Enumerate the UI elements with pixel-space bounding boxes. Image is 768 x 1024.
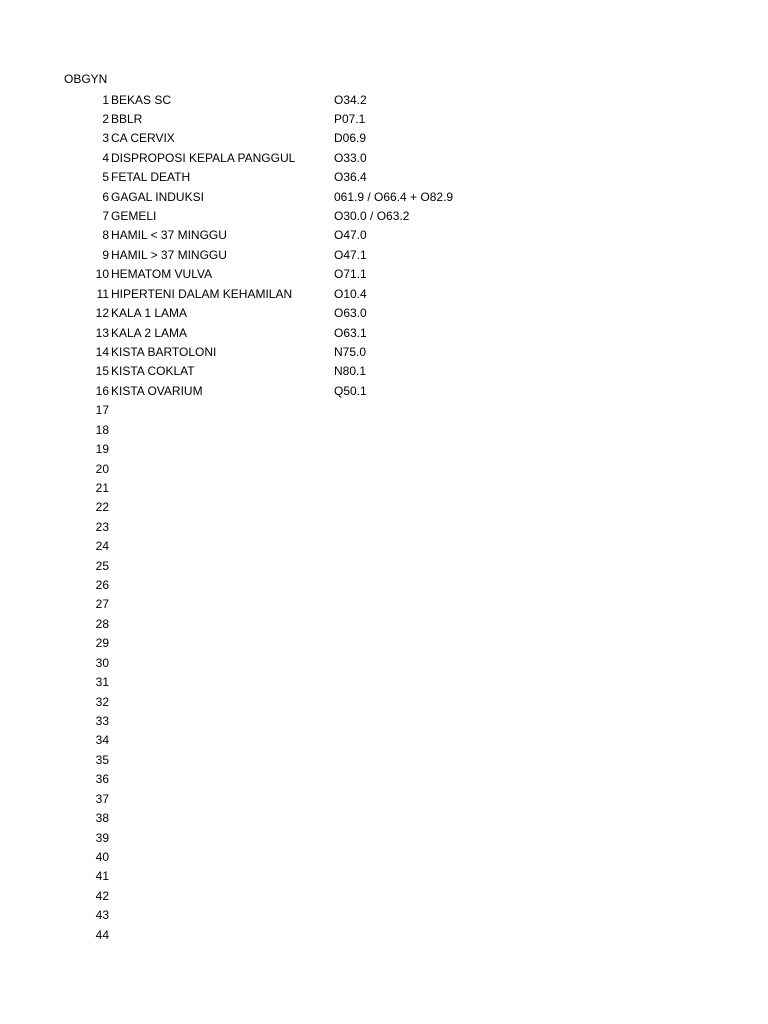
table-row [0, 693, 768, 712]
table-row [0, 421, 768, 440]
diagnosis-name: KALA 1 LAMA [111, 306, 188, 321]
row-number: 12 [95, 306, 109, 321]
row-number: 42 [95, 888, 109, 903]
table-row [0, 673, 768, 692]
row-number: 41 [95, 869, 109, 884]
table-row [0, 324, 768, 343]
row-number: 9 [102, 247, 109, 262]
table-row [0, 460, 768, 479]
table-row [0, 848, 768, 867]
row-number: 15 [95, 364, 109, 379]
table-row [0, 809, 768, 828]
row-number: 1 [102, 92, 109, 107]
icd-code: O33.0 [334, 150, 367, 165]
table-row [0, 343, 768, 362]
row-number: 17 [95, 403, 109, 418]
row-number: 10 [95, 267, 109, 282]
row-number: 29 [95, 636, 109, 651]
row-number: 5 [102, 170, 109, 185]
table-row [0, 149, 768, 168]
row-number: 44 [95, 927, 109, 942]
diagnosis-name: KISTA BARTOLONI [111, 344, 217, 359]
icd-code: O47.1 [334, 247, 367, 262]
icd-code: D06.9 [334, 131, 367, 146]
row-number: 27 [95, 597, 109, 612]
row-number: 8 [102, 228, 109, 243]
row-number: 6 [102, 189, 109, 204]
table-row [0, 285, 768, 304]
table-row [0, 518, 768, 537]
table-row [0, 887, 768, 906]
row-number: 20 [95, 461, 109, 476]
table-row [0, 498, 768, 517]
row-number: 31 [95, 675, 109, 690]
row-number: 16 [95, 383, 109, 398]
row-number: 40 [95, 849, 109, 864]
row-number: 26 [95, 578, 109, 593]
icd-code: O34.2 [334, 92, 367, 107]
table-row [0, 557, 768, 576]
table-row [0, 751, 768, 770]
icd-code: Q50.1 [334, 383, 367, 398]
row-number: 4 [102, 150, 109, 165]
diagnosis-name: HEMATOM VULVA [111, 267, 213, 282]
row-number: 2 [102, 111, 109, 126]
table-row [0, 304, 768, 323]
diagnosis-code-list [0, 91, 768, 946]
row-number: 38 [95, 811, 109, 826]
table-row [0, 479, 768, 498]
row-number: 23 [95, 519, 109, 534]
diagnosis-name: DISPROPOSI KEPALA PANGGUL [111, 150, 296, 165]
diagnosis-name: KISTA OVARIUM [111, 383, 203, 398]
icd-code: O71.1 [334, 267, 367, 282]
row-number: 34 [95, 733, 109, 748]
row-number: 14 [95, 344, 109, 359]
row-number: 32 [95, 694, 109, 709]
table-row [0, 265, 768, 284]
icd-code: 061.9 / O66.4 + O82.9 [334, 189, 454, 204]
row-number: 39 [95, 830, 109, 845]
table-row [0, 867, 768, 886]
diagnosis-name: HAMIL > 37 MINGGU [111, 247, 227, 262]
diagnosis-name: HIPERTENI DALAM KEHAMILAN [111, 286, 293, 301]
icd-code: P07.1 [334, 111, 366, 126]
table-row [0, 168, 768, 187]
table-row [0, 829, 768, 848]
diagnosis-name: FETAL DEATH [111, 170, 191, 185]
table-row [0, 770, 768, 789]
diagnosis-name: KALA 2 LAMA [111, 325, 188, 340]
row-number: 24 [95, 539, 109, 554]
table-row [0, 906, 768, 925]
row-number: 7 [102, 209, 109, 224]
diagnosis-name: HAMIL < 37 MINGGU [111, 228, 227, 243]
row-number: 35 [95, 752, 109, 767]
table-row [0, 110, 768, 129]
row-number: 43 [95, 908, 109, 923]
diagnosis-name: GAGAL INDUKSI [111, 189, 204, 204]
table-row [0, 129, 768, 148]
icd-code: O47.0 [334, 228, 367, 243]
icd-code: O30.0 / O63.2 [334, 209, 410, 224]
table-row [0, 246, 768, 265]
diagnosis-name: KISTA COKLAT [111, 364, 195, 379]
table-row [0, 654, 768, 673]
row-number: 21 [95, 480, 109, 495]
table-row [0, 926, 768, 945]
diagnosis-name: BBLR [111, 111, 143, 126]
table-row [0, 91, 768, 110]
sheet-heading: OBGYN [64, 72, 108, 86]
row-number: 25 [95, 558, 109, 573]
row-number: 13 [95, 325, 109, 340]
row-number: 30 [95, 655, 109, 670]
table-row [0, 790, 768, 809]
icd-code: N75.0 [334, 344, 367, 359]
icd-code: O63.1 [334, 325, 367, 340]
table-row [0, 615, 768, 634]
table-row [0, 595, 768, 614]
row-number: 11 [96, 286, 109, 301]
row-number: 22 [95, 500, 109, 515]
table-row [0, 537, 768, 556]
diagnosis-name: GEMELI [111, 209, 157, 224]
table-row [0, 226, 768, 245]
icd-code: O10.4 [334, 286, 367, 301]
table-row [0, 188, 768, 207]
table-row [0, 382, 768, 401]
row-number: 33 [95, 714, 109, 728]
icd-code: O63.0 [334, 306, 367, 321]
diagnosis-name: CA CERVIX [111, 131, 175, 146]
table-row [0, 576, 768, 595]
table-row [0, 401, 768, 420]
table-row [0, 712, 768, 731]
diagnosis-name: BEKAS SC [111, 92, 172, 107]
icd-code: O36.4 [334, 170, 367, 185]
table-row [0, 440, 768, 459]
table-row [0, 634, 768, 653]
row-number: 36 [95, 772, 109, 787]
row-number: 37 [95, 791, 109, 806]
table-row [0, 207, 768, 226]
row-number: 19 [95, 442, 109, 457]
icd-code: N80.1 [334, 364, 367, 379]
table-row [0, 731, 768, 750]
row-number: 18 [95, 422, 109, 437]
table-row [0, 362, 768, 381]
row-number: 28 [95, 616, 109, 631]
row-number: 3 [102, 131, 109, 146]
